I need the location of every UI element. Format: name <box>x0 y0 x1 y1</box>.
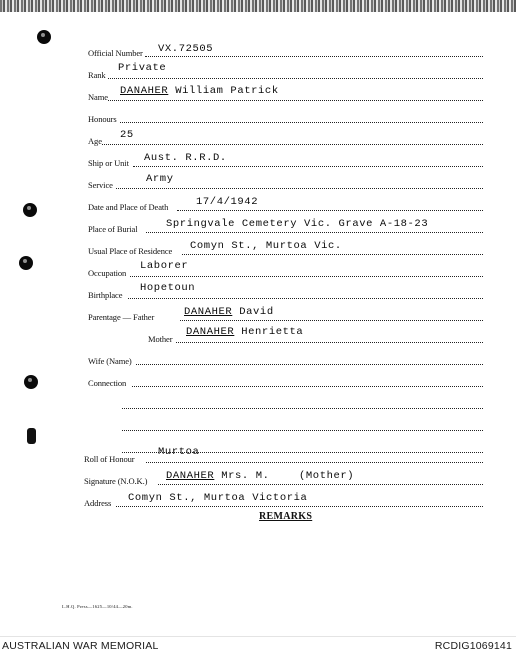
field-mother <box>0 326 516 346</box>
ship-or-unit-line <box>133 166 483 167</box>
signature-value <box>166 470 270 482</box>
name-value <box>120 85 279 97</box>
rank-line <box>108 78 483 79</box>
footer-record-id: RCDIG1069141 <box>434 640 512 652</box>
service-label: Service <box>88 180 113 190</box>
field-usual-residence <box>0 238 516 258</box>
usual-residence-label: Usual Place of Residence <box>88 246 173 256</box>
place-of-burial-label: Place of Burial <box>88 224 138 234</box>
signature-surname: DANAHER <box>166 470 215 482</box>
field-service <box>0 172 516 192</box>
occupation-label: Occupation <box>88 268 127 278</box>
connection-label: Connection <box>88 378 127 388</box>
signature-line <box>158 484 483 485</box>
usual-residence-value: Comyn St., Murtoa Vic. <box>190 240 342 252</box>
signature-name: Mrs. M. <box>221 470 270 482</box>
usual-residence-line <box>182 254 483 255</box>
date-of-death-line <box>177 210 483 211</box>
rank-label: Rank <box>88 70 106 80</box>
father-label: Parentage — Father <box>88 312 155 322</box>
address-label: Address <box>84 498 112 508</box>
field-age <box>0 128 516 148</box>
official-number-line <box>145 56 483 57</box>
field-rank <box>0 62 516 82</box>
connection-extra-line <box>0 414 516 434</box>
connection-extra-line <box>0 392 516 412</box>
official-number-label: Official Number <box>88 48 143 58</box>
field-signature <box>0 468 516 488</box>
name-given: William Patrick <box>175 85 279 97</box>
connection-line-2 <box>122 408 483 409</box>
field-ship-or-unit <box>0 150 516 170</box>
signature-relation: (Mother) <box>299 470 355 482</box>
mother-given: Henrietta <box>241 326 304 338</box>
mother-label: Mother <box>148 334 173 344</box>
field-date-of-death <box>0 194 516 214</box>
wife-label: Wife (Name) <box>88 356 132 366</box>
field-birthplace <box>0 282 516 302</box>
connection-line-1 <box>132 386 483 387</box>
field-connection <box>0 370 516 390</box>
printer-imprint: L.H.Q. Press—1625—10/44—20m. <box>62 604 133 609</box>
signature-label: Signature (N.O.K.) <box>84 476 148 486</box>
remarks-heading: REMARKS <box>259 511 313 522</box>
connection-line-3 <box>122 430 483 431</box>
field-wife <box>0 348 516 368</box>
field-place-of-burial <box>0 216 516 236</box>
occupation-line <box>130 276 483 277</box>
ship-or-unit-value: Aust. R.R.D. <box>144 152 227 164</box>
address-line <box>116 506 483 507</box>
roll-of-honour-value: Murtoa <box>158 446 200 458</box>
official-number-value: VX.72505 <box>158 43 214 55</box>
place-of-burial-line <box>146 232 483 233</box>
wife-line <box>136 364 483 365</box>
field-honours <box>0 106 516 126</box>
father-value <box>184 306 274 318</box>
service-value: Army <box>146 173 174 185</box>
age-value: 25 <box>120 129 134 141</box>
scan-edge <box>0 0 516 12</box>
name-line <box>108 100 483 101</box>
footer-institution: AUSTRALIAN WAR MEMORIAL <box>2 640 159 652</box>
rank-value: Private <box>118 62 167 74</box>
occupation-value: Laborer <box>140 260 189 272</box>
roll-of-honour-label: Roll of Honour <box>84 454 135 464</box>
field-name <box>0 84 516 104</box>
age-label: Age <box>88 136 102 146</box>
birthplace-line <box>128 298 483 299</box>
mother-line <box>176 342 483 343</box>
father-surname: DANAHER <box>184 306 233 318</box>
archive-footer <box>0 636 516 654</box>
honours-label: Honours <box>88 114 117 124</box>
place-of-burial-value: Springvale Cemetery Vic. Grave A-18-23 <box>166 218 429 230</box>
age-line <box>102 144 483 145</box>
name-label: Name <box>88 92 108 102</box>
honours-line <box>120 122 483 123</box>
date-of-death-value: 17/4/1942 <box>196 196 259 208</box>
roll-of-honour-line <box>146 462 483 463</box>
address-value: Comyn St., Murtoa Victoria <box>128 492 308 504</box>
field-father <box>0 304 516 324</box>
field-address <box>0 490 516 510</box>
ship-or-unit-label: Ship or Unit <box>88 158 129 168</box>
field-official-number <box>0 40 516 60</box>
date-of-death-label: Date and Place of Death <box>88 202 169 212</box>
name-surname: DANAHER <box>120 85 169 97</box>
field-occupation <box>0 260 516 280</box>
mother-surname: DANAHER <box>186 326 235 338</box>
birthplace-label: Birthplace <box>88 290 123 300</box>
service-line <box>116 188 483 189</box>
birthplace-value: Hopetoun <box>140 282 196 294</box>
father-line <box>180 320 483 321</box>
field-roll-of-honour <box>0 446 516 466</box>
mother-value <box>186 326 303 338</box>
father-given: David <box>239 306 274 318</box>
